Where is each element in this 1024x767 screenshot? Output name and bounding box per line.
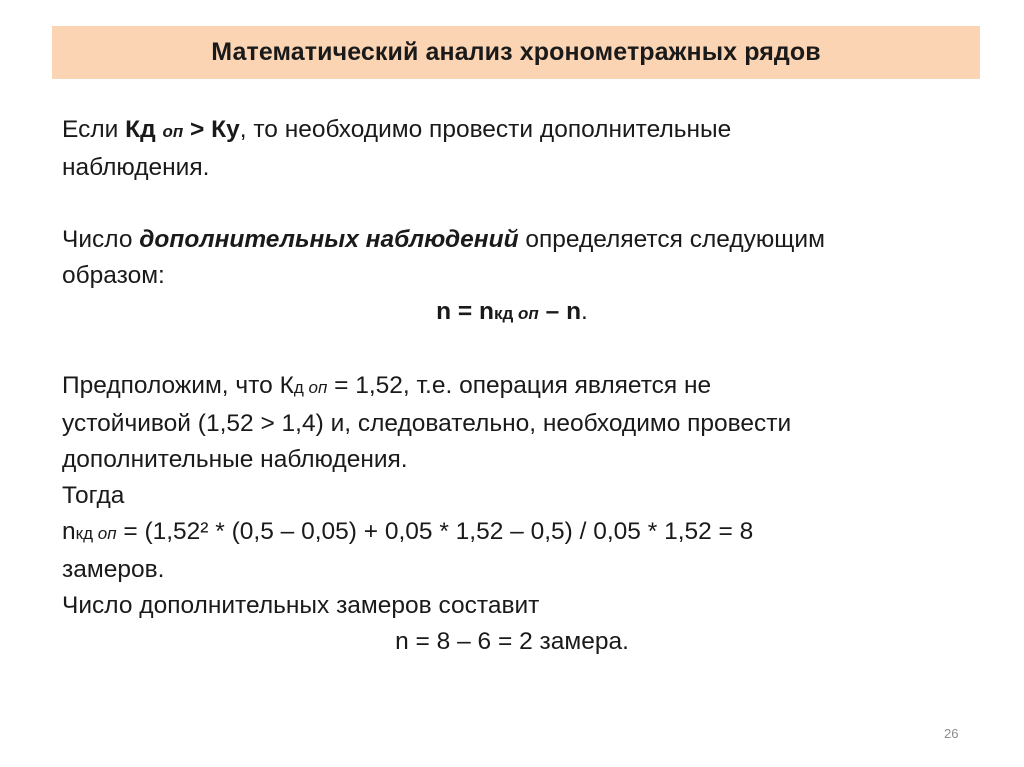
spacer	[62, 332, 962, 368]
paragraph-3-line-7: Число дополнительных замеров составит	[62, 592, 540, 619]
formula-1	[62, 294, 962, 332]
p3-l1-sub-d: д	[293, 378, 304, 397]
formula-1-sub-kd: кд	[494, 304, 514, 323]
p2-suffix: определяется следующим	[518, 226, 825, 253]
p3-l5-expression: = (1,52² * (0,5 – 0,05) + 0,05 * 1,52 – 0,5) / 0,05 * 1,52 = 8	[116, 518, 754, 545]
p2-emphasis: дополнительных наблюдений	[139, 226, 519, 253]
paragraph-3-line-3: дополнительные наблюдения.	[62, 446, 408, 473]
paragraph-2-line-1	[62, 222, 962, 258]
slide-title-bar	[52, 26, 980, 79]
p1-prefix: Если	[62, 116, 126, 143]
formula-1-left: n = n	[436, 298, 494, 325]
formula-2: n = 8 – 6 = 2 замера.	[395, 628, 629, 655]
k-sub: оп	[162, 122, 184, 141]
paragraph-3-line-4: Тогда	[62, 482, 125, 509]
p3-l5-sub-kd: кд	[75, 524, 93, 543]
formula-1-sub-op: оп	[518, 304, 539, 323]
paragraph-3-line-1	[62, 368, 962, 406]
slide-title: Математический анализ хронометражных рядов	[211, 38, 821, 66]
p3-l1-prefix: Предположим, что К	[62, 372, 294, 399]
p3-l1-suffix: = 1,52, т.е. операция является не	[327, 372, 712, 399]
paragraph-2-line-2: образом:	[62, 262, 165, 289]
formula-1-end: .	[581, 298, 588, 325]
p3-l5-sub-op: оп	[97, 524, 117, 543]
paragraph-1-line-2: наблюдения.	[62, 154, 210, 181]
paragraph-3-line-5	[62, 514, 962, 552]
k-main: Кд	[125, 116, 156, 143]
slide-body	[62, 112, 962, 660]
p2-prefix: Число	[62, 226, 140, 253]
comparison-op: >	[183, 116, 212, 143]
page-number: 26	[944, 726, 959, 741]
paragraph-3-line-6: замеров.	[62, 556, 165, 583]
formula-1-right: – n	[538, 298, 582, 325]
p3-l1-sub-op: оп	[308, 378, 328, 397]
k2: Ку	[211, 116, 240, 143]
p1-suffix: , то необходимо провести дополнительные	[239, 116, 732, 143]
spacer	[62, 186, 962, 222]
paragraph-1-line-1	[62, 112, 962, 150]
p3-l5-n: n	[62, 518, 76, 545]
paragraph-3-line-2: устойчивой (1,52 > 1,4) и, следовательно, необходимо провести	[62, 410, 792, 437]
